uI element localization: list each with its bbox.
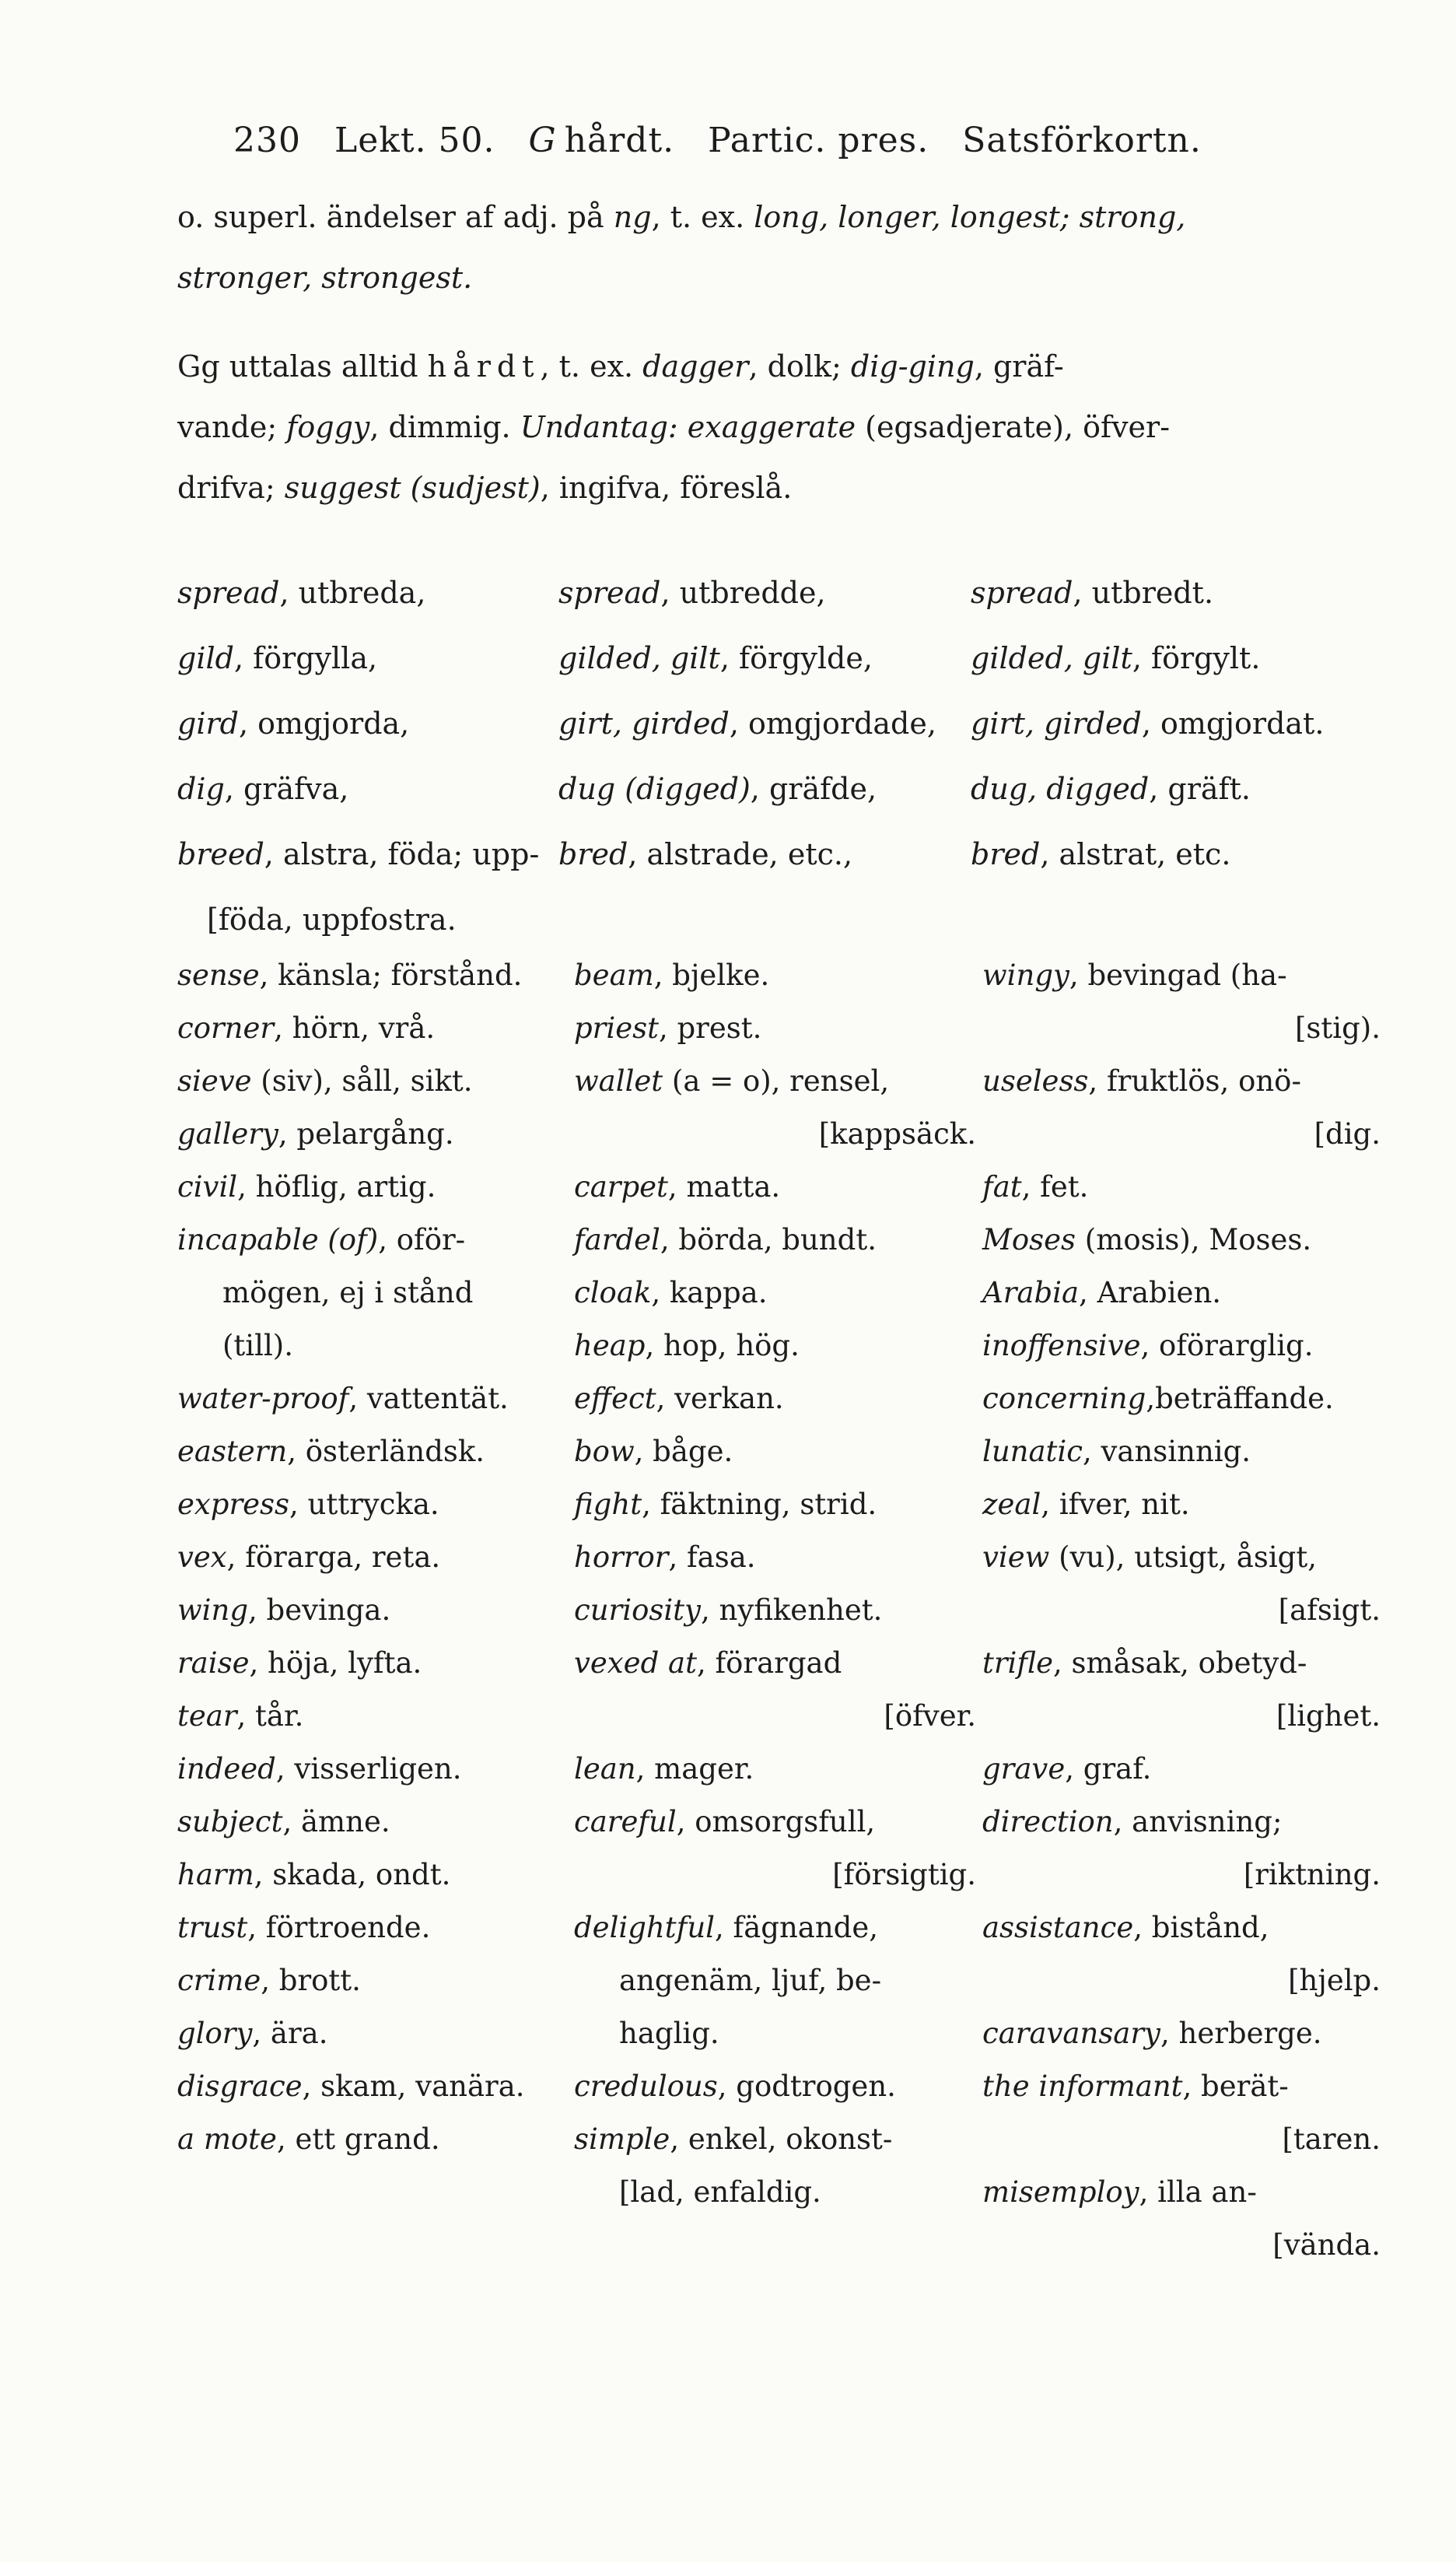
vocab-word: indeed <box>177 1752 276 1786</box>
vocab-gloss: , berät- <box>1182 2070 1289 2103</box>
vocab-gloss: [lad, enfaldig. <box>619 2175 821 2209</box>
text-run: , t. ex. <box>540 349 643 384</box>
vocab-gloss: mögen, ej i stånd <box>222 1276 474 1309</box>
vocab-entry <box>982 1055 1387 1108</box>
vocab-entry <box>574 1214 982 1267</box>
vocab-entry <box>177 1214 574 1267</box>
vocab-entry <box>982 1849 1387 1901</box>
vocab-gloss: , anvisning; <box>1113 1805 1283 1838</box>
vocab-entry <box>574 1796 982 1849</box>
running-header <box>233 121 1223 160</box>
vocab-word: corner <box>177 1011 275 1045</box>
example-word: foggy <box>286 410 370 444</box>
vocab-word: wing <box>177 1593 249 1627</box>
verb-past: girt, girded <box>558 706 730 741</box>
vocab-gloss: angenäm, ljuf, be- <box>619 1964 882 1997</box>
lesson-label: Lekt. 50. <box>334 121 495 160</box>
vocab-word: carpet <box>574 1170 668 1204</box>
vocab-word: vex <box>177 1540 227 1574</box>
vocab-column-1 <box>177 949 574 2272</box>
vocab-entry <box>177 1372 574 1425</box>
vocab-gloss: [dig. <box>1314 1117 1381 1151</box>
verb-gloss: , alstrat, etc. <box>1040 837 1231 871</box>
vocab-entry <box>574 2113 982 2166</box>
verb-past: spread <box>558 576 661 610</box>
vocab-entry <box>982 2113 1387 2166</box>
vocab-entry <box>177 1320 574 1372</box>
vocab-entry <box>982 1267 1387 1320</box>
vocab-column-3 <box>982 949 1387 2272</box>
vocab-entry <box>982 1901 1387 1954</box>
vocab-gloss: , tår. <box>236 1699 304 1733</box>
verb-present: breed <box>177 837 264 871</box>
vocab-entry <box>177 949 574 1002</box>
vocab-word: lean <box>574 1752 636 1786</box>
vocab-entry <box>982 1796 1387 1849</box>
vocab-gloss: [taren. <box>1282 2122 1381 2156</box>
verb-gloss: , omgjordade, <box>729 706 936 741</box>
vocab-gloss: , graf. <box>1065 1752 1152 1786</box>
vocab-entry <box>982 1637 1387 1690</box>
superl-line-1 <box>177 187 1391 247</box>
vocab-word: glory <box>177 2017 253 2050</box>
vocab-word: inoffensive <box>982 1329 1141 1362</box>
vocab-entry <box>574 1849 982 1901</box>
example-word: dagger <box>642 349 749 384</box>
vocab-word: water-proof <box>177 1382 349 1415</box>
intro-text <box>177 187 1391 518</box>
verb-gloss: , gräft. <box>1149 772 1251 806</box>
vocab-word: fardel <box>574 1223 660 1256</box>
vocab-entry <box>177 1690 574 1743</box>
vocab-gloss: , oförarglig. <box>1140 1329 1314 1362</box>
vocab-word: express <box>177 1488 290 1521</box>
verb-gloss: , utbredt. <box>1073 576 1214 610</box>
vocab-entry <box>574 1372 982 1425</box>
text-run: , dolk; <box>748 349 851 384</box>
verb-gloss: , utbredde, <box>660 576 826 610</box>
vocab-word: disgrace <box>177 2070 303 2103</box>
vocab-word: cloak <box>574 1276 652 1309</box>
vocab-gloss: (mosis), Moses. <box>1076 1223 1312 1256</box>
vocab-word: tear <box>177 1699 237 1733</box>
example-word: long, longer, longest; strong, <box>754 200 1186 234</box>
vocab-word: Moses <box>982 1223 1076 1256</box>
vocab-gloss: (a = o), rensel, <box>663 1064 890 1098</box>
example-word: dig-ging <box>850 349 975 384</box>
conjugation-continuation <box>177 871 1391 937</box>
vocab-entry <box>574 949 982 1002</box>
vocab-word: Arabia <box>982 1276 1080 1309</box>
vocab-entry <box>177 2060 574 2113</box>
vocab-gloss: , godtrogen. <box>717 2070 896 2103</box>
vocab-entry <box>982 1002 1387 1055</box>
vocab-gloss: , brott. <box>261 1964 361 1997</box>
vocab-entry <box>574 1637 982 1690</box>
vocab-gloss: [kappsäck. <box>818 1117 976 1151</box>
vocab-entry <box>574 1425 982 1478</box>
vocab-gloss: , bistånd, <box>1133 1911 1269 1944</box>
verb-gloss: , omgjordat. <box>1141 706 1325 741</box>
vocab-word: delightful <box>574 1911 715 1944</box>
text-run: drifva; <box>177 471 285 505</box>
vocab-gloss: , vansinnig. <box>1082 1435 1251 1468</box>
vocab-gloss: (vu), utsigt, åsigt, <box>1049 1540 1317 1574</box>
vocab-gloss: , kappa. <box>651 1276 768 1309</box>
vocab-entry <box>982 1478 1387 1531</box>
vocab-gloss: , båge. <box>634 1435 733 1468</box>
vocab-gloss: , hop, hög. <box>645 1329 800 1362</box>
vocab-gloss: , börda, bundt. <box>660 1223 877 1256</box>
vocab-gloss: , ifver, nit. <box>1041 1488 1190 1521</box>
vocab-word: harm <box>177 1858 254 1891</box>
verb-past: dug (digged) <box>558 772 751 806</box>
verb-past: gilded, gilt <box>558 641 720 675</box>
vocab-word: fight <box>574 1488 642 1521</box>
verb-present: dig <box>177 772 225 806</box>
vocab-entry <box>177 1901 574 1954</box>
text-run: , dimmig. <box>369 410 520 444</box>
vocab-entry <box>982 1161 1387 1214</box>
vocab-entry <box>982 1954 1387 2007</box>
vocab-word: lunatic <box>982 1435 1083 1468</box>
hard-label: hårdt. <box>564 121 675 160</box>
verb-gloss: , förgylt. <box>1132 641 1261 675</box>
verb-participle: dug, digged <box>971 772 1150 806</box>
vocab-gloss: [lighet. <box>1276 1699 1381 1733</box>
vocab-gloss: [riktning. <box>1243 1858 1381 1891</box>
page-number: 230 <box>233 121 301 160</box>
vocab-word: zeal <box>982 1488 1041 1521</box>
vocab-entry <box>982 1372 1387 1425</box>
vocab-entry <box>177 1849 574 1901</box>
vocab-entry <box>574 1002 982 1055</box>
vocab-gloss: (siv), såll, sikt. <box>251 1064 473 1098</box>
text-run: , ingifva, föreslå. <box>540 471 793 505</box>
vocab-gloss: , skam, vanära. <box>302 2070 525 2103</box>
example-word: suggest (sudjest) <box>284 471 541 505</box>
gg-line-1 <box>177 336 1391 397</box>
gg-line-2 <box>177 397 1391 457</box>
vocab-gloss: , omsorgsfull, <box>676 1805 876 1838</box>
vocab-word: grave <box>982 1752 1066 1786</box>
verb-gloss: , alstrade, etc., <box>628 837 853 871</box>
verb-present: gird <box>177 706 239 741</box>
verb-gloss: , omgjorda, <box>238 706 410 741</box>
vocab-entry <box>982 1425 1387 1478</box>
vocab-gloss: [vända. <box>1272 2228 1381 2262</box>
vocab-word: view <box>982 1540 1050 1574</box>
vocab-entry <box>982 2219 1387 2272</box>
vocab-word: vexed at <box>574 1646 697 1680</box>
vocab-entry <box>574 1161 982 1214</box>
vocab-word: direction <box>982 1805 1114 1838</box>
vocab-entry <box>177 1637 574 1690</box>
vocab-gloss: , skada, ondt. <box>254 1858 451 1891</box>
conjugation-row <box>177 806 1391 871</box>
vocabulary-list <box>177 949 1422 2272</box>
vocab-gloss: , ära. <box>252 2017 328 2050</box>
vocab-word: eastern <box>177 1435 288 1468</box>
vocab-gloss: , bjelke. <box>653 959 770 992</box>
vocab-gloss: , förarga, reta. <box>226 1540 441 1574</box>
verb-participle: spread <box>971 576 1073 610</box>
continuation-text: [föda, uppfostra. <box>207 902 457 937</box>
vocab-entry <box>574 1531 982 1584</box>
vocab-entry <box>574 1690 982 1743</box>
verb-gloss: , gräfde, <box>750 772 877 806</box>
vocab-gloss: , herberge. <box>1160 2017 1322 2050</box>
verb-gloss: , utbreda, <box>279 576 426 610</box>
vocab-entry <box>574 1743 982 1796</box>
text-run: o. superl. ändelser af adj. på <box>177 200 614 234</box>
vocab-gloss: , bevinga. <box>248 1593 391 1627</box>
vocab-gloss: , småsak, obetyd- <box>1052 1646 1307 1680</box>
vocab-entry <box>574 2007 982 2060</box>
vocab-word: misemploy <box>982 2175 1139 2209</box>
superl-line-2 <box>177 247 1391 308</box>
verb-present: gild <box>177 641 234 675</box>
vocab-entry <box>982 1214 1387 1267</box>
vocab-word: caravansary <box>982 2017 1160 2050</box>
conjugation-row <box>177 545 1391 610</box>
vocab-word: effect <box>574 1382 656 1415</box>
vocab-gloss: , Arabien. <box>1079 1276 1222 1309</box>
verb-past: bred <box>558 837 628 871</box>
verb-gloss: , alstra, föda; upp- <box>264 837 540 871</box>
vocab-word: useless <box>982 1064 1089 1098</box>
vocab-word: credulous <box>574 2070 718 2103</box>
vocab-gloss: , pelargång. <box>278 1117 454 1151</box>
vocab-entry <box>982 1531 1387 1584</box>
vocab-word: subject <box>177 1805 283 1838</box>
vocab-entry <box>982 2060 1387 2113</box>
vocab-entry <box>982 1320 1387 1372</box>
vocab-gloss: , förargad <box>696 1646 842 1680</box>
vocab-entry <box>177 1108 574 1161</box>
vocab-word: trust <box>177 1911 248 1944</box>
vocab-gloss: (till). <box>222 1329 294 1362</box>
vocab-entry <box>177 1796 574 1849</box>
vocab-word: crime <box>177 1964 261 1997</box>
vocab-gloss: , oför- <box>378 1223 466 1256</box>
vocab-gloss: , uttrycka. <box>289 1488 439 1521</box>
vocab-gloss: , bevingad (ha- <box>1069 959 1287 992</box>
vocab-entry <box>574 1584 982 1637</box>
vocab-word: a mote <box>177 2122 277 2156</box>
vocab-word: sense <box>177 959 260 992</box>
vocab-gloss: , prest. <box>658 1011 762 1045</box>
vocab-gloss: , hörn, vrå. <box>274 1011 436 1045</box>
letter-label: G <box>528 121 557 160</box>
vocab-entry <box>177 1002 574 1055</box>
vocab-gloss: , höflig, artig. <box>237 1170 436 1204</box>
vocab-entry <box>177 2007 574 2060</box>
vocab-gloss: [försigtig. <box>832 1858 976 1891</box>
vocab-entry <box>177 1478 574 1531</box>
vocab-word: priest <box>574 1011 659 1045</box>
vocab-entry <box>177 1531 574 1584</box>
vocab-gloss: [hjelp. <box>1288 1964 1381 1997</box>
verb-gloss: , gräfva, <box>224 772 349 806</box>
vocab-entry <box>574 1901 982 1954</box>
vocab-word: sieve <box>177 1064 252 1098</box>
vocab-gloss: haglig. <box>619 2017 719 2050</box>
vocab-gloss: [afsigt. <box>1278 1593 1381 1627</box>
topic-label: Satsförkortn. <box>962 121 1202 160</box>
vocab-word: horror <box>574 1540 669 1574</box>
vocab-entry <box>574 2060 982 2113</box>
verb-participle: bred <box>971 837 1041 871</box>
vocab-entry <box>574 1954 982 2007</box>
text-run: , t. ex. <box>651 200 754 234</box>
example-word: ng <box>613 200 652 234</box>
vocab-word: gallery <box>177 1117 278 1151</box>
text-run: Gg uttalas alltid <box>177 349 428 384</box>
vocab-gloss: , matta. <box>667 1170 781 1204</box>
conjugation-table <box>177 545 1391 937</box>
vocab-entry <box>574 1478 982 1531</box>
vocab-gloss: , enkel, okonst- <box>670 2122 893 2156</box>
vocab-gloss: , fet. <box>1021 1170 1089 1204</box>
vocab-gloss: , höja, lyfta. <box>249 1646 422 1680</box>
vocab-word: civil <box>177 1170 238 1204</box>
vocab-gloss: , visserligen. <box>275 1752 462 1786</box>
partic-label: Partic. pres. <box>708 121 929 160</box>
vocab-entry <box>177 1161 574 1214</box>
vocab-entry <box>982 1584 1387 1637</box>
example-word: stronger, strongest. <box>177 261 473 295</box>
vocab-word: fat <box>982 1170 1022 1204</box>
vocab-word: concerning <box>982 1382 1146 1415</box>
text-run: vande; <box>177 410 287 444</box>
vocab-gloss: , verkan. <box>656 1382 784 1415</box>
vocab-gloss: , vattentät. <box>348 1382 509 1415</box>
spaced-word: hårdt <box>427 349 541 384</box>
vocab-entry <box>177 1267 574 1320</box>
vocab-gloss: , fruktlös, onö- <box>1088 1064 1301 1098</box>
vocab-word: wingy <box>982 959 1069 992</box>
vocab-entry <box>982 1108 1387 1161</box>
vocab-column-2 <box>574 949 982 2272</box>
vocab-word: raise <box>177 1646 250 1680</box>
vocab-entry <box>177 1584 574 1637</box>
conjugation-row <box>177 675 1391 741</box>
vocab-entry <box>574 1055 982 1108</box>
vocab-gloss: , förtroende. <box>247 1911 431 1944</box>
verb-participle: gilded, gilt <box>971 641 1132 675</box>
vocab-entry <box>177 2113 574 2166</box>
example-word: Undantag: exaggerate <box>520 410 856 444</box>
vocab-word: assistance <box>982 1911 1134 1944</box>
vocab-gloss: , nyfikenhet. <box>700 1593 883 1627</box>
text-run: (egsadjerate), öfver- <box>856 410 1171 444</box>
vocab-word: wallet <box>574 1064 663 1098</box>
vocab-word: simple <box>574 2122 670 2156</box>
vocab-entry <box>574 1108 982 1161</box>
vocab-word: heap <box>574 1329 646 1362</box>
vocab-gloss: , mager. <box>635 1752 754 1786</box>
vocab-gloss: ,beträffande. <box>1146 1382 1334 1415</box>
vocab-entry <box>574 1267 982 1320</box>
vocab-entry <box>982 1743 1387 1796</box>
vocab-gloss: , österländsk. <box>287 1435 485 1468</box>
vocab-entry <box>574 1320 982 1372</box>
verb-present: spread <box>177 576 280 610</box>
vocab-gloss: [stig). <box>1294 1011 1381 1045</box>
vocab-gloss: , ett grand. <box>276 2122 440 2156</box>
vocab-gloss: , illa an- <box>1139 2175 1257 2209</box>
conjugation-row <box>177 741 1391 806</box>
vocab-entry <box>177 1743 574 1796</box>
verb-participle: girt, girded <box>971 706 1142 741</box>
vocab-entry <box>574 2166 982 2219</box>
vocab-word: incapable (of) <box>177 1223 379 1256</box>
vocab-word: curiosity <box>574 1593 701 1627</box>
vocab-entry <box>177 1425 574 1478</box>
vocab-word: trifle <box>982 1646 1053 1680</box>
vocab-gloss: , fägnande, <box>715 1911 879 1944</box>
vocab-word: beam <box>574 959 654 992</box>
verb-gloss: , förgylla, <box>233 641 378 675</box>
text-run: , gräf- <box>974 349 1064 384</box>
vocab-gloss: , fäktning, strid. <box>642 1488 877 1521</box>
vocab-entry <box>177 1954 574 2007</box>
vocab-entry <box>982 2166 1387 2219</box>
vocab-entry <box>982 2007 1387 2060</box>
verb-gloss: , förgylde, <box>719 641 873 675</box>
vocab-entry <box>177 1055 574 1108</box>
vocab-word: careful <box>574 1805 677 1838</box>
vocab-entry <box>982 949 1387 1002</box>
vocab-gloss: , fasa. <box>668 1540 756 1574</box>
conjugation-row <box>177 610 1391 675</box>
vocab-word: the informant <box>982 2070 1183 2103</box>
vocab-entry <box>982 1690 1387 1743</box>
vocab-gloss: [öfver. <box>884 1699 976 1733</box>
vocab-gloss: , ämne. <box>282 1805 390 1838</box>
vocab-word: bow <box>574 1435 635 1468</box>
gg-line-3 <box>177 457 1391 518</box>
vocab-gloss: , känsla; förstånd. <box>259 959 523 992</box>
